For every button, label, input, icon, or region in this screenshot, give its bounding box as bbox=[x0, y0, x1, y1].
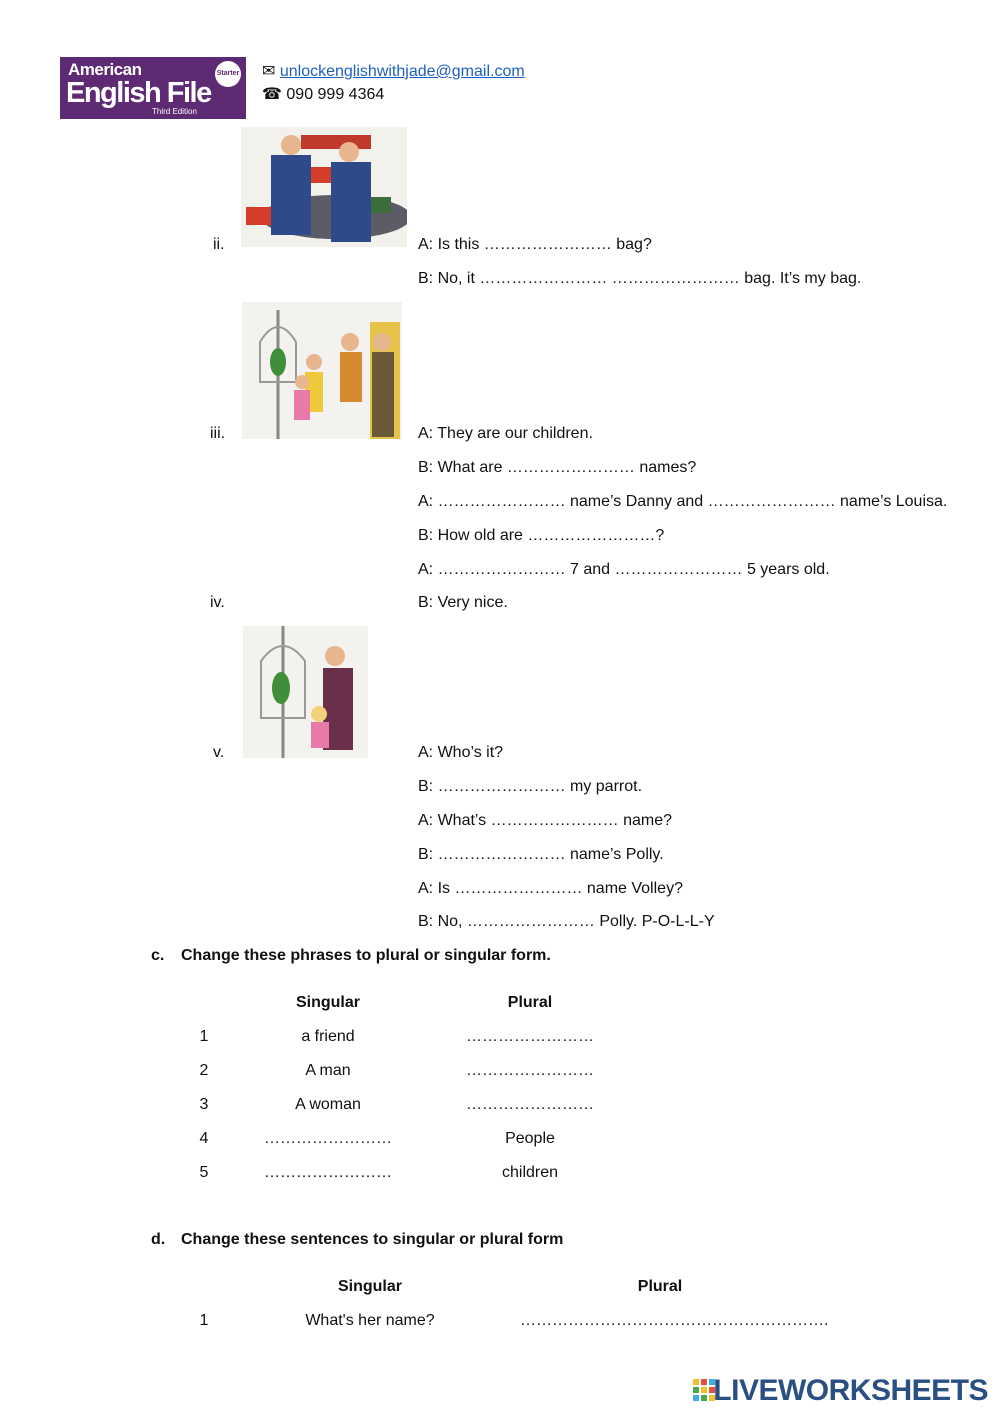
singular-cell: A woman bbox=[295, 1096, 361, 1113]
dialogue-line: B: Very nice. bbox=[418, 594, 508, 611]
section-d-title: Change these sentences to singular or plural form bbox=[181, 1231, 564, 1248]
dialogue-line: B: …………………… name’s Polly. bbox=[418, 846, 664, 863]
dialogue-line: B: How old are ……………………? bbox=[418, 527, 665, 544]
plural-header: Plural bbox=[507, 994, 553, 1011]
plural-cell: children bbox=[501, 1164, 559, 1181]
dialogue-line: A: Is …………………… name Volley? bbox=[418, 880, 683, 897]
section-d-letter: d. bbox=[151, 1231, 166, 1248]
parrot-cage-picture bbox=[243, 626, 368, 758]
logo-line2: English File bbox=[66, 77, 211, 109]
singular-cell: a friend bbox=[301, 1028, 355, 1045]
plural-header: Plural bbox=[637, 1278, 683, 1295]
phone-number: 090 999 4364 bbox=[286, 86, 385, 103]
email-line bbox=[262, 61, 525, 81]
row-number: 2 bbox=[199, 1062, 209, 1079]
dialogue-line: B: No, it …………………… …………………… bag. It’s my bag. bbox=[418, 270, 862, 287]
family-parrot-picture bbox=[242, 302, 402, 439]
singular-cell: What's her name? bbox=[305, 1312, 435, 1329]
row-number: 1 bbox=[199, 1028, 209, 1045]
dialogue-line: A: Is this …………………… bag? bbox=[418, 236, 652, 253]
dialogue-line: B: What are …………………… names? bbox=[418, 459, 697, 476]
dialogue-line: A: …………………… 7 and …………………… 5 years old. bbox=[418, 561, 830, 578]
singular-answer-blank[interactable]: …………………… bbox=[264, 1164, 392, 1181]
liveworksheets-brand: LIVEWORKSHEETS bbox=[713, 1374, 988, 1407]
plural-answer-blank[interactable]: …………………………………………………. bbox=[520, 1312, 829, 1329]
row-number: 3 bbox=[199, 1096, 209, 1113]
singular-header: Singular bbox=[295, 994, 360, 1011]
logo-line1: American bbox=[68, 60, 142, 79]
item-label-ii: ii. bbox=[213, 236, 225, 253]
dialogue-line: A: They are our children. bbox=[418, 425, 593, 442]
plural-cell: People bbox=[505, 1130, 555, 1147]
email-link[interactable]: unlockenglishwithjade@gmail.com bbox=[279, 63, 525, 80]
plural-answer-blank[interactable]: …………………… bbox=[466, 1028, 594, 1045]
dialogue-line: B: No, …………………… Polly. P-O-L-L-Y bbox=[418, 913, 715, 930]
item-label-iv: iv. bbox=[210, 594, 225, 611]
plural-answer-blank[interactable]: …………………… bbox=[466, 1062, 594, 1079]
row-number: 4 bbox=[199, 1130, 209, 1147]
dialogue-line: B: …………………… my parrot. bbox=[418, 778, 643, 795]
dialogue-line: A: …………………… name’s Danny and …………………… name’s Louisa. bbox=[418, 493, 948, 510]
singular-answer-blank[interactable]: …………………… bbox=[264, 1130, 392, 1147]
logo-edition: Third Edition bbox=[152, 107, 197, 116]
row-number: 1 bbox=[199, 1312, 209, 1329]
row-number: 5 bbox=[199, 1164, 209, 1181]
item-label-iii: iii. bbox=[210, 425, 226, 442]
logo-badge: Starter bbox=[215, 61, 241, 87]
plural-answer-blank[interactable]: …………………… bbox=[466, 1096, 594, 1113]
dialogue-line: A: What’s …………………… name? bbox=[418, 812, 672, 829]
american-english-file-logo bbox=[60, 57, 246, 119]
section-c-letter: c. bbox=[151, 947, 165, 964]
envelope-icon: ✉ bbox=[262, 63, 276, 80]
luggage-carousel-picture bbox=[241, 127, 407, 247]
singular-cell: A man bbox=[305, 1062, 351, 1079]
dialogue-line: A: Who’s it? bbox=[418, 744, 504, 761]
section-c-title: Change these phrases to plural or singular form. bbox=[181, 947, 551, 964]
singular-header: Singular bbox=[337, 1278, 402, 1295]
telephone-icon: ☎ bbox=[262, 86, 282, 103]
liveworksheets-logo-icon bbox=[693, 1379, 715, 1401]
phone-line bbox=[262, 84, 384, 104]
item-label-v: v. bbox=[213, 744, 225, 761]
